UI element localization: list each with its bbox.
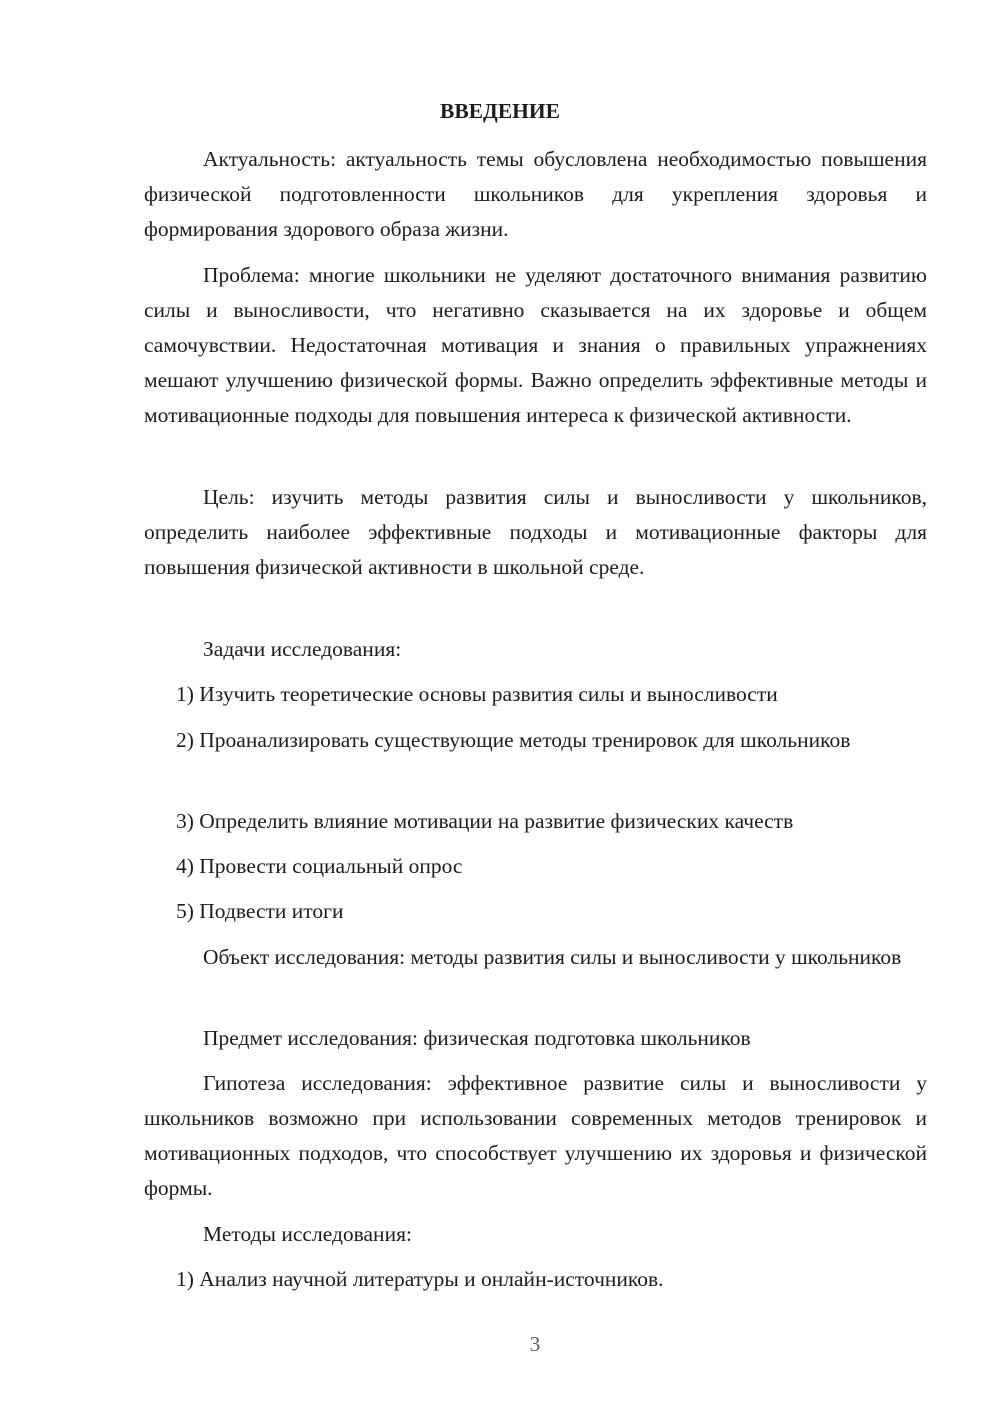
paragraph-object: Объект исследования: методы развития силы и выносливости у школьников xyxy=(203,945,902,969)
task-item-2: 2) Проанализировать существующие методы тренировок для школьников xyxy=(176,728,851,752)
task-item-4: 4) Провести социальный опрос xyxy=(176,854,463,878)
page-title: ВВЕДЕНИЕ xyxy=(440,99,560,123)
task-item-5: 5) Подвести итоги xyxy=(176,899,344,923)
tasks-heading: Задачи исследования: xyxy=(203,637,402,661)
paragraph-actuality: Актуальность: актуальность темы обусловлена необходимостью повышения физической подготовленности школьников для укрепления здоровья и формирования здорового образа жизни. xyxy=(144,147,927,241)
method-item-1: 1) Анализ научной литературы и онлайн-источников. xyxy=(176,1267,664,1291)
paragraph-hypothesis: Гипотеза исследования: эффективное развитие силы и выносливости у школьников возможно при использовании современных методов тренировок и мотивационных подходов, что способствует улучшению их здоровья и физической формы. xyxy=(144,1071,927,1200)
paragraph-problem: Проблема: многие школьники не уделяют достаточного внимания развитию силы и выносливости, что негативно сказывается на их здоровье и общем самочувствии. Недостаточная мотивация и знания о правильных упражнениях мешают улучшению физической формы. Важно определить эффективные методы и мотивационные подходы для повышения интереса к физической активности. xyxy=(144,263,927,427)
methods-heading: Методы исследования: xyxy=(203,1222,412,1246)
page-number: 3 xyxy=(529,1332,541,1356)
paragraph-goal: Цель: изучить методы развития силы и выносливости у школьников, определить наиболее эффективные подходы и мотивационные факторы для повышения физической активности в школьной среде. xyxy=(144,485,927,579)
paragraph-subject: Предмет исследования: физическая подготовка школьников xyxy=(203,1026,751,1050)
task-item-3: 3) Определить влияние мотивации на развитие физических качеств xyxy=(176,809,794,833)
task-item-1: 1) Изучить теоретические основы развития силы и выносливости xyxy=(176,682,778,706)
